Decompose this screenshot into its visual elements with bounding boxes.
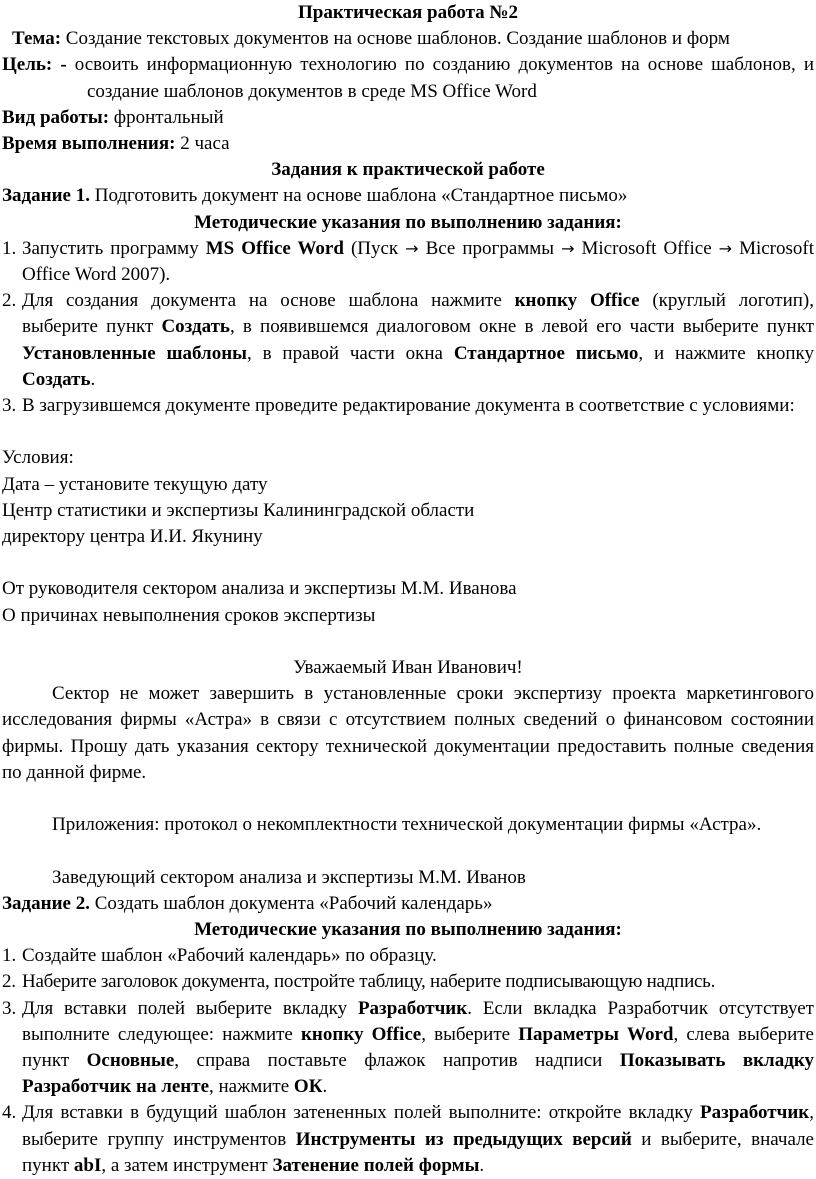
goal-label: Цель: -	[2, 54, 67, 76]
worktype-text: фронтальный	[113, 106, 224, 128]
conditions-line-2: Центр статистики и экспертизы Калининградской области	[2, 499, 475, 521]
tasks-heading: Задания к практической работе	[271, 159, 545, 181]
time-text: 2 часа	[180, 133, 230, 155]
goal-text: освоить информационную технологию по созданию документов на основе шаблонов, и создание шаблонов документов в среде MS Office Word	[74, 54, 815, 102]
letter-body: Сектор не может завершить в установленные сроки экспертизу проекта маркетингового исследования фирмы «Астра» в связи с отсутствием полных сведений о финансовом состоянии фирмы. Прошу дать указания сектору технической документации предоставить полные сведения по данной фирме.	[2, 683, 814, 783]
task2-text: Создать шаблон документа «Рабочий календарь»	[94, 892, 493, 914]
conditions-line-4: От руководителя сектором анализа и экспертизы М.М. Иванова	[2, 578, 517, 600]
worktype-line	[2, 105, 814, 131]
task2-step-1: 1. Создайте шаблон «Рабочий календарь» по образцу.	[2, 945, 437, 967]
task2-line	[2, 891, 814, 917]
theme-label: Тема:	[12, 28, 62, 50]
task2-step-3: 3. Для вставки полей выберите вкладку Разработчик. Если вкладка Разработчик отсутствует выполните следующее: нажмите кнопку Office, выберите Параметры Word, слева выберите пункт Основные, справа поставьте флажок напротив надписи Показывать вкладку Разработчик на ленте, нажмите ОК.	[2, 997, 815, 1098]
task2-method-heading: Методические указания по выполнению задания:	[194, 919, 622, 941]
letter-attachments: Приложения: протокол о некомплектности технической документации фирмы «Астра».	[52, 814, 762, 836]
letter-signature: Заведующий сектором анализа и экспертизы М.М. Иванов	[52, 866, 526, 888]
arrow-icon: →	[405, 238, 419, 258]
task2-step-2: 2. Наберите заголовок документа, постройте таблицу, наберите подписывающую надпись.	[2, 971, 716, 993]
conditions-line-5: О причинах невыполнения сроков экспертизы	[2, 604, 376, 626]
task1-step-3: 3. В загрузившемся документе проведите редактирование документа в соответствие с условиями:	[2, 395, 795, 417]
task2-steps	[2, 943, 814, 1179]
letter-greeting: Уважаемый Иван Иванович!	[293, 657, 523, 679]
time-line	[2, 131, 814, 157]
task2-label: Задание 2.	[2, 892, 90, 914]
document-title: Практическая работа №2	[297, 2, 519, 23]
goal-line	[2, 52, 814, 104]
task1-text: Подготовить документ на основе шаблона «Стандартное письмо»	[94, 185, 628, 207]
task1-line	[2, 183, 814, 209]
theme-text: Создание текстовых документов на основе шаблонов. Создание шаблонов и форм	[65, 28, 730, 50]
task2-step-4: 4. Для вставки в будущий шаблон затененных полей выполните: откройте вкладку Разработчик, выберите группу инструментов Инструменты из предыдущих версий и выберите, вначале пункт abI, а затем инструмент Затенение полей формы.	[2, 1102, 814, 1176]
arrow-icon: →	[561, 238, 575, 258]
conditions-line-3: директору центра И.И. Якунину	[2, 526, 263, 548]
task1-method-heading: Методические указания по выполнению задания:	[194, 211, 622, 233]
task1-step-2: 2. Для создания документа на основе шаблона нажмите кнопку Office (круглый логотип), выберите пункт Создать, в появившемся диалоговом окне в левой его части выберите пункт Установленные шаблоны, в правой части окна Стандартное письмо, и нажмите кнопку Создать.	[2, 290, 815, 390]
task1-label: Задание 1.	[2, 185, 90, 207]
conditions-line-1: Дата – установите текущую дату	[2, 473, 268, 495]
worktype-label: Вид работы:	[2, 106, 110, 128]
arrow-icon: →	[718, 238, 733, 258]
conditions-title: Условия:	[2, 447, 74, 469]
time-label: Время выполнения:	[2, 133, 176, 155]
task1-steps	[2, 236, 814, 419]
task1-step-1: 1. Запустить программу MS Office Word (Пуск → Все программы → Microsoft Office → Microsoft Office Word 2007).	[2, 237, 815, 286]
theme-line	[2, 26, 814, 52]
